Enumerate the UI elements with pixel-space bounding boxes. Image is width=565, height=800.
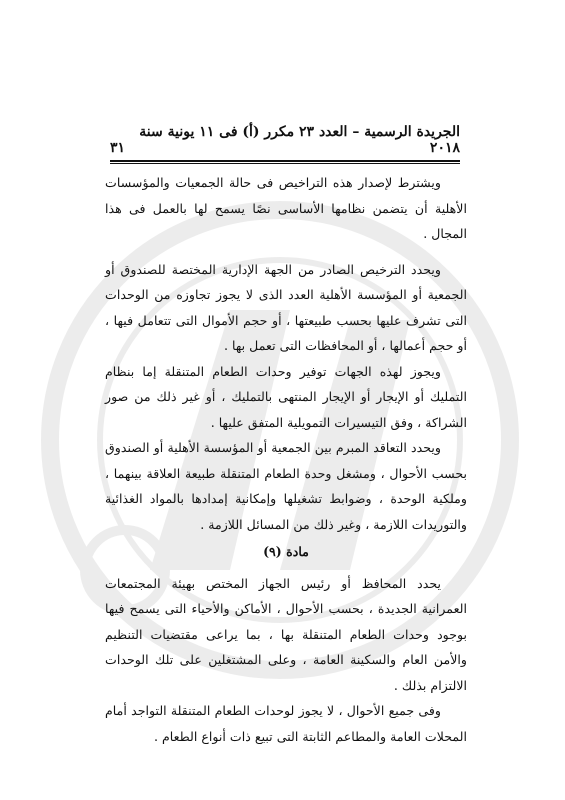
paragraph: وفى جميع الأحوال ، لا يجوز لوحدات الطعام المتنقلة التواجد أمام المحلات العامة والمطاعم الثابتة التى تبيع ذات أنواع الطعام . — [105, 703, 467, 744]
paragraph: ويشترط لإصدار هذه التراخيص فى حالة الجمعيات والمؤسسات الأهلية أن يتضمن نظامها الأساسى نصًا يسمح لها بالعمل فى هذا المجال . — [105, 175, 467, 241]
paragraph: ويحدد التعاقد المبرم بين الجمعية أو المؤسسة الأهلية أو الصندوق بحسب الأحوال ، ومشغل وحدة الطعام المتنقلة طبيعة العلاقة بينهما ، وملكية الوحدة ، وضوابط تشغيلها وإمكانية إمدادها بالمواد الغذائية والتوريدات اللازمة ، وغير ذلك من المسائل اللازمة . — [105, 440, 467, 532]
header-divider — [110, 160, 460, 162]
paragraph: ويجوز لهذه الجهات توفير وحدات الطعام المتنقلة إما بنظام التمليك أو الإيجار أو الإيجار المنتهى بالتمليك ، أو غير ذلك من صور الشراكة ، وفق التيسيرات التمويلية المتفق عليها . — [105, 363, 467, 430]
header-title: الجريدة الرسمية – العدد ٢٣ مكرر (أ) فى ١١ يونية سنة ٢٠١٨ — [139, 124, 460, 156]
paragraph: ويحدد الترخيص الصادر من الجهة الإدارية المختصة للصندوق أو الجمعية أو المؤسسة الأهلية العدد الذى لا يجوز تجاوزه من الوحدات التى تشرف عليها بحسب طبيعتها ، أو حجم الأموال التى تتعامل فيها ، أو حجم أعمالها ، أو المحافظات التى تعمل بها . — [105, 261, 467, 353]
document-body — [105, 170, 467, 749]
article-heading: مادة (٩) — [263, 544, 309, 559]
page-number: ٣١ — [110, 140, 126, 156]
paragraph: يحدد المحافظ أو رئيس الجهاز المختص بهيئة المجتمعات العمرانية الجديدة ، بحسب الأحوال ، الأماكن والأحياء التى يسمح فيها بوجود وحدات الطعام المتنقلة بها ، بما يراعى مقتضيات التنظيم والأمن العام والسكينة العامة ، وعلى المشتغلين على تلك الوحدات الالتزام بذلك . — [105, 575, 467, 693]
page-header — [110, 124, 460, 156]
header-divider-thin — [110, 163, 460, 164]
